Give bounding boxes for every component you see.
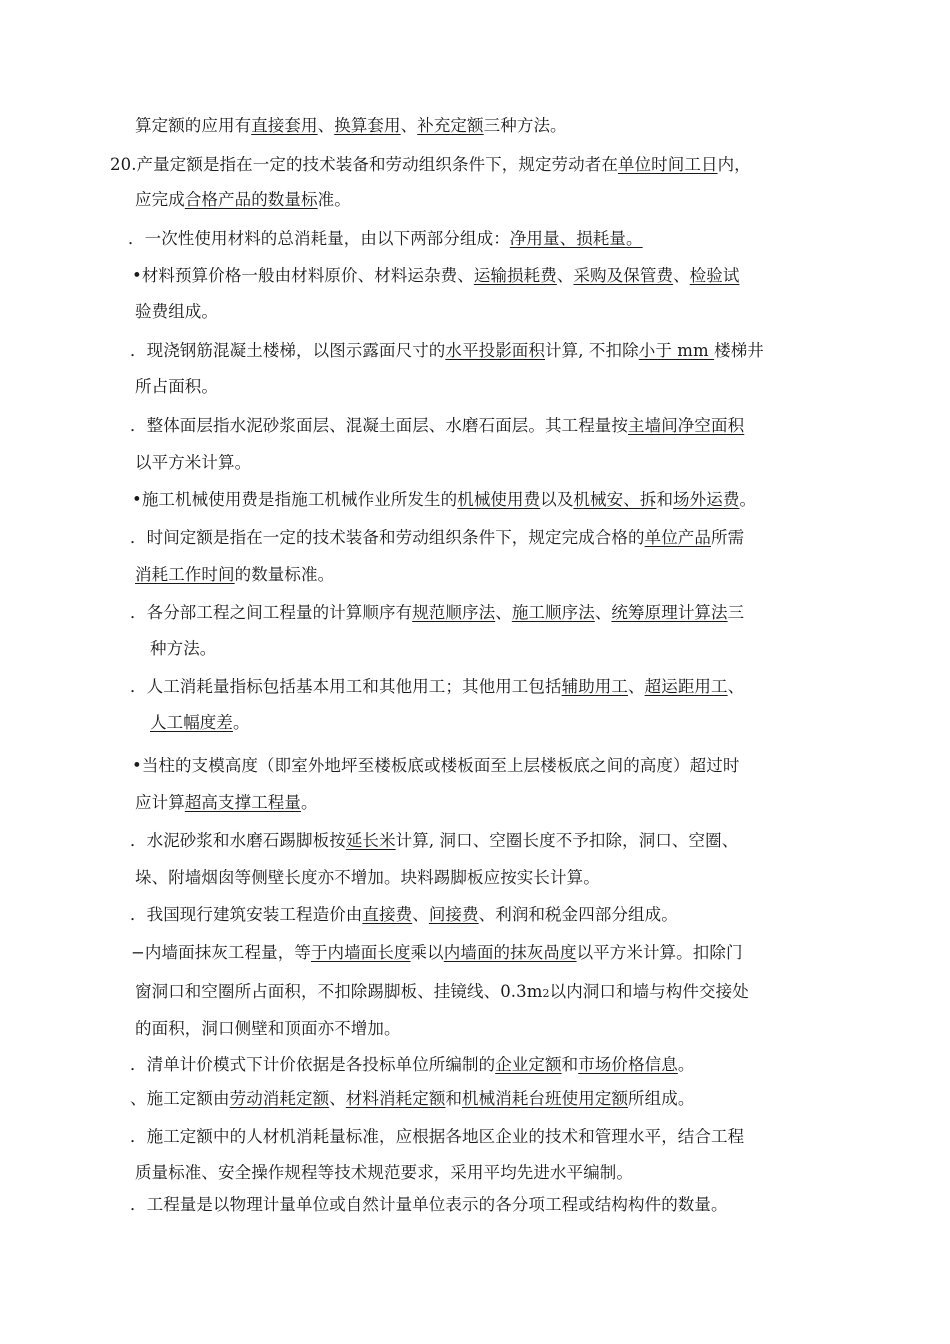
answer-blank: 材料消耗定额 xyxy=(345,1089,446,1108)
answer-blank: 直接费 xyxy=(362,905,413,924)
answer-blank: 机械使用费 xyxy=(457,490,541,509)
paragraph-line xyxy=(130,528,744,548)
answer-blank: 单位时间工日 xyxy=(617,155,718,174)
paragraph-line xyxy=(150,713,250,733)
text-run: 算定额的应用有 xyxy=(135,116,252,135)
paragraph-line xyxy=(128,229,643,249)
text-run: 和 xyxy=(561,1055,579,1074)
text-run: 、 xyxy=(727,677,745,696)
paragraph-line xyxy=(135,565,334,585)
answer-blank: 劳动消耗定额 xyxy=(229,1089,330,1108)
text-run: 以内洞口和墙与构件交接处 xyxy=(549,982,749,1001)
text-run: 准。 xyxy=(317,190,351,209)
text-run: 验费组成。 xyxy=(135,302,218,321)
text-run: 、 xyxy=(412,905,429,924)
answer-blank: 机械消耗台班使用定额 xyxy=(462,1089,629,1108)
text-run: 、 xyxy=(400,116,418,135)
paragraph-line xyxy=(132,490,756,510)
text-run: 、利润和税金四部分组成。 xyxy=(478,905,678,924)
text-run: 以平方米计算。扣除门 xyxy=(576,943,743,962)
paragraph-line xyxy=(130,603,744,623)
paragraph-line xyxy=(132,266,739,286)
answer-blank: 延长米 xyxy=(345,831,396,850)
text-run: 、 xyxy=(556,266,574,285)
paragraph-line xyxy=(130,341,764,361)
paragraph-line xyxy=(135,793,318,813)
text-run: 。 xyxy=(233,713,250,732)
paragraph-line xyxy=(135,1163,633,1183)
answer-blank: 主墙间净空面积 xyxy=(628,416,745,435)
text-run: 的数量标准。 xyxy=(234,565,335,584)
paragraph-line xyxy=(135,1019,401,1039)
text-run: ．工程量是以物理计量单位或自然计量单位表示的各分项工程或结构构件的数量。 xyxy=(130,1195,728,1214)
text-run: 、 xyxy=(673,266,690,285)
text-run: 种方法。 xyxy=(150,639,217,658)
text-run: ．时间定额是指在一定的技术装备和劳动组织条件下，规定完成合格的 xyxy=(130,528,645,547)
paragraph-line xyxy=(130,1055,694,1075)
answer-blank: 单位产品 xyxy=(644,528,712,547)
text-run: 三 xyxy=(727,603,745,622)
paragraph-line xyxy=(135,982,749,1004)
text-run: 应计算 xyxy=(135,793,185,812)
answer-blank: 超运距用工 xyxy=(644,677,728,696)
answer-blank: 辅助用工 xyxy=(561,677,629,696)
text-run: 。 xyxy=(739,490,757,509)
text-run: 所占面积。 xyxy=(135,377,218,396)
paragraph-line xyxy=(130,677,744,697)
paragraph-line xyxy=(131,943,743,963)
text-run: ．清单计价模式下计价依据是各投标单位所编制的 xyxy=(130,1055,496,1074)
text-run: 计算, 不扣除 xyxy=(545,341,639,360)
paragraph-line xyxy=(130,416,744,436)
text-run: 乘以 xyxy=(410,943,444,962)
answer-blank: 水平投影面积 xyxy=(445,341,546,360)
text-run: 以平方米计算。 xyxy=(135,453,252,472)
text-run: ．一次性使用材料的总消耗量，由以下两部分组成： xyxy=(128,229,510,248)
text-run: 所需 xyxy=(711,528,745,547)
answer-blank: 施工顺序法 xyxy=(511,603,595,622)
text-run: 计算, 洞口、空圈长度不予扣除，洞口、空圈、 xyxy=(395,831,739,850)
text-run: 质量标准、安全操作规程等技术规范要求，采用平均先进水平编制。 xyxy=(135,1163,633,1182)
answer-blank: 内墙面的抹灰咼度 xyxy=(443,943,577,962)
paragraph-line xyxy=(130,831,738,851)
text-run: 所组成。 xyxy=(628,1089,695,1108)
paragraph-line xyxy=(132,756,739,776)
paragraph-line xyxy=(150,639,216,659)
text-run: 、 xyxy=(594,603,612,622)
answer-blank: 规范顺序法 xyxy=(412,603,496,622)
text-run: ．各分部工程之间工程量的计算顺序有 xyxy=(130,603,413,622)
text-run: •施工机械使用费是指施工机械作业所发生的 xyxy=(132,490,458,509)
paragraph-line xyxy=(135,453,251,473)
paragraph-line xyxy=(130,905,678,925)
answer-blank: 净用量、损耗量。 xyxy=(509,229,643,248)
text-run: 三种方法。 xyxy=(483,116,567,135)
paragraph-line xyxy=(130,1127,744,1147)
answer-blank: 超高支撑工程量 xyxy=(184,793,302,812)
text-run: 垛、附墙烟囱等侧壁长度亦不增加。块料踢脚板应按实长计算。 xyxy=(135,868,600,887)
text-run: •当柱的支模高度（即室外地坪至楼板底或楼板面至上层楼板底之间的高度）超过时 xyxy=(132,756,740,775)
paragraph-line xyxy=(110,155,751,175)
text-run: 。 xyxy=(301,793,318,812)
text-run: 、 xyxy=(329,1089,346,1108)
answer-blank: 场外运费 xyxy=(673,490,740,509)
paragraph-line xyxy=(135,302,218,322)
text-run: 、 xyxy=(628,677,645,696)
text-run: 以及 xyxy=(540,490,574,509)
paragraph-line xyxy=(130,1089,694,1109)
text-run: •材料预算价格一般由材料原价、材料运杂费、 xyxy=(132,266,474,285)
answer-blank: 小于 mm xyxy=(638,341,715,360)
answer-blank: 直接套用 xyxy=(251,116,318,135)
answer-blank: 换算套用 xyxy=(334,116,401,135)
paragraph-line xyxy=(130,1195,728,1215)
text-run: ．人工消耗量指标包括基本用工和其他用工；其他用工包括 xyxy=(130,677,562,696)
answer-blank: 检验试 xyxy=(689,266,740,285)
paragraph-line xyxy=(135,116,567,136)
answer-blank: 运输损耗费 xyxy=(473,266,557,285)
paragraph-line xyxy=(135,190,351,210)
text-run: 应完成 xyxy=(135,190,185,209)
text-run: ．水泥砂浆和水磨石踢脚板按 xyxy=(130,831,346,850)
paragraph-line xyxy=(135,868,600,888)
text-run: 、 xyxy=(317,116,335,135)
answer-blank: 间接费 xyxy=(428,905,479,924)
answer-blank: 补充定额 xyxy=(417,116,484,135)
text-run: ．整体面层指水泥砂浆面层、混凝土面层、水磨石面层。其工程量按 xyxy=(130,416,628,435)
answer-blank: 于内墙面长度 xyxy=(310,943,411,962)
text-run: 和 xyxy=(656,490,674,509)
text-run: 的面积，洞口侧壁和顶面亦不增加。 xyxy=(135,1019,401,1038)
text-run: ．现浇钢筋混凝土楼梯，以图示露面尺寸的 xyxy=(130,341,446,360)
text-run: 内， xyxy=(717,155,751,174)
answer-blank: 采购及保管费 xyxy=(573,266,674,285)
answer-blank: 合格产品的数量标 xyxy=(184,190,318,209)
answer-blank: 人工幅度差 xyxy=(150,713,233,732)
unit-superscript: 2 xyxy=(542,987,550,1000)
paragraph-line xyxy=(135,377,218,397)
text-run: 20.产量定额是指在一定的技术装备和劳动组织条件下，规定劳动者在 xyxy=(110,155,618,174)
answer-blank: 机械安、拆 xyxy=(573,490,657,509)
text-run: 、施工定额由 xyxy=(130,1089,230,1108)
answer-blank: 消耗工作时间 xyxy=(135,565,235,584)
text-run: 、 xyxy=(495,603,512,622)
text-run: −内墙面抹灰工程量，等 xyxy=(131,943,311,962)
answer-blank: 企业定额 xyxy=(495,1055,562,1074)
answer-blank: 统筹原理计算法 xyxy=(611,603,728,622)
text-run: ．我国现行建筑安装工程造价由 xyxy=(130,905,363,924)
answer-blank: 市场价格信息 xyxy=(578,1055,678,1074)
text-run: ．施工定额中的人材机消耗量标准，应根据各地区企业的技术和管理水平，结合工程 xyxy=(130,1127,745,1146)
text-run: 。 xyxy=(677,1055,695,1074)
text-run: 楼梯井 xyxy=(714,341,764,360)
text-run: 和 xyxy=(445,1089,463,1108)
text-run: 窗洞口和空圈所占面积，不扣除踢脚板、挂镜线、0.3m xyxy=(135,982,543,1001)
